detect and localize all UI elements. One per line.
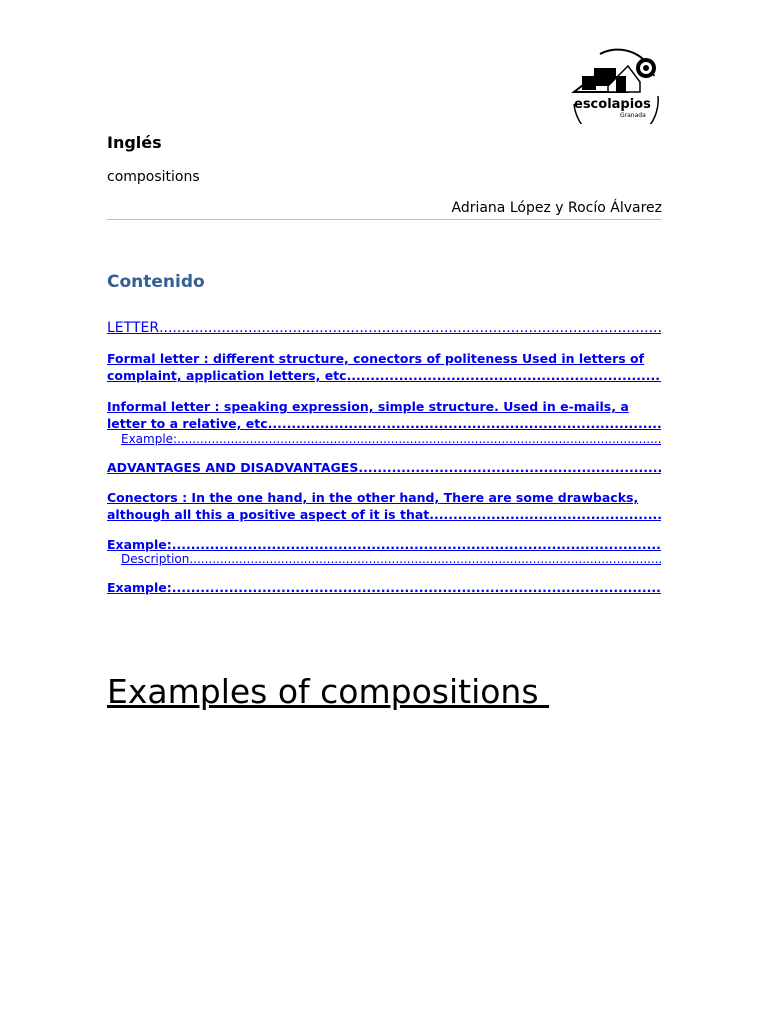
document-subtitle: compositions	[107, 169, 200, 185]
document-title: Inglés	[107, 133, 162, 152]
toc-entry-advantages[interactable]: ADVANTAGES AND DISADVANTAGES .....	[107, 460, 661, 475]
toc-entry-letter[interactable]: LETTER .....	[107, 320, 661, 336]
svg-text:escolapios: escolapios	[574, 97, 651, 112]
svg-text:Granada: Granada	[620, 112, 646, 119]
toc-entry-example-2[interactable]: Example: .....	[107, 580, 661, 595]
toc-heading: Contenido	[107, 272, 205, 292]
toc-entry-example[interactable]: Example: .....	[107, 537, 661, 552]
toc-entry-formal-letter[interactable]: Formal letter : different structure, conectors of politeness Used in letters of complaint, application letters, etc .....	[107, 350, 661, 384]
toc-entry-informal-letter[interactable]: Informal letter : speaking expression, simple structure. Used in e-mails, a letter to a relative, etc .....	[107, 398, 661, 432]
header-divider	[107, 219, 662, 220]
escolapios-logo	[570, 46, 662, 124]
toc-entry-conectors[interactable]: Conectors : In the one hand, in the other hand, There are some drawbacks, although all this a positive aspect of it is that .....	[107, 489, 661, 523]
document-author: Adriana López y Rocío Álvarez	[451, 200, 662, 216]
toc-subentry-description[interactable]: Description .....	[121, 552, 661, 566]
toc-subentry-example[interactable]: Example: .....	[121, 432, 661, 446]
section-heading: Examples of compositions	[107, 672, 550, 711]
table-of-contents	[107, 320, 661, 609]
